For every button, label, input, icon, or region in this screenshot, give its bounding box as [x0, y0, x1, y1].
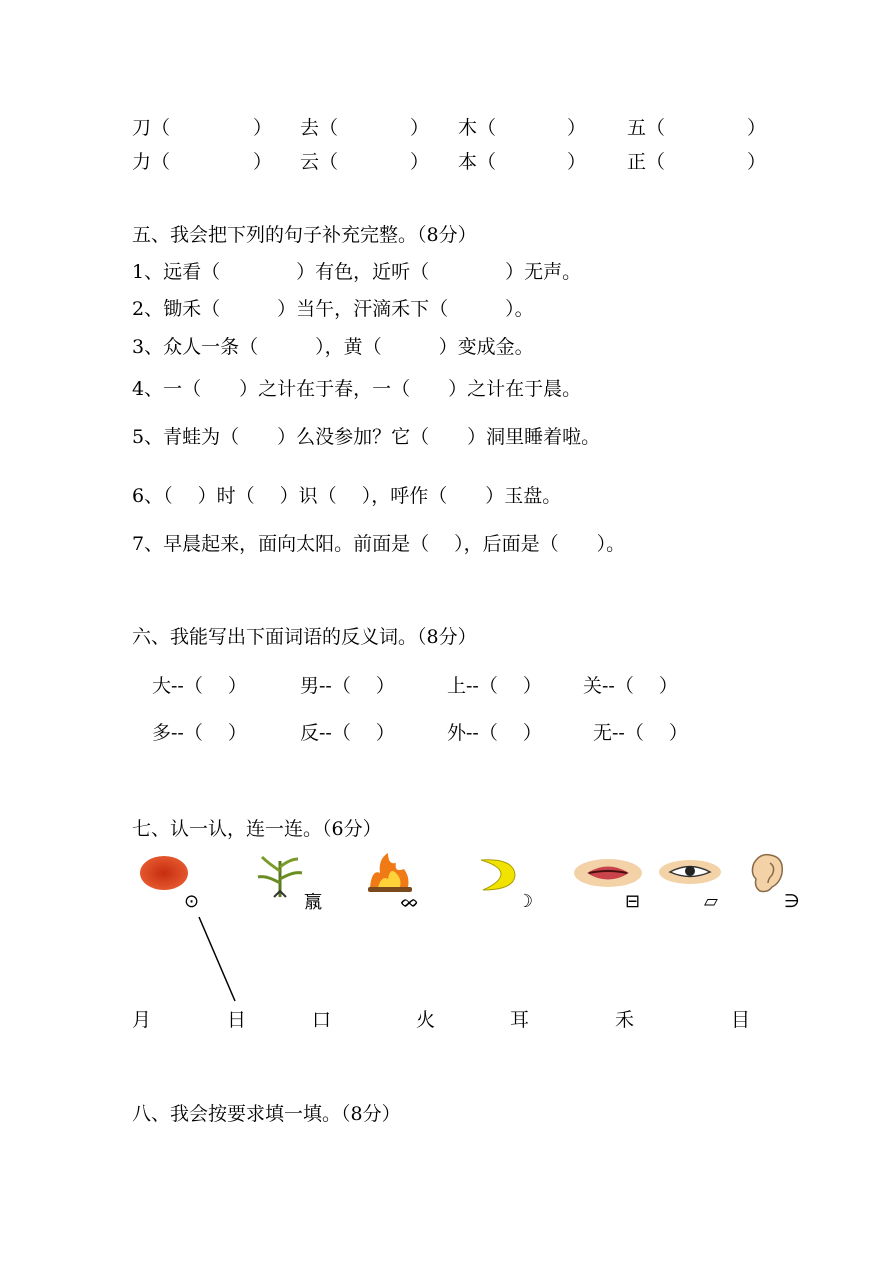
mouth-icon — [573, 858, 643, 888]
section-5-heading: 五、我会把下列的句子补充完整。（8分） — [132, 224, 477, 246]
word-mu: 木（ — [458, 117, 497, 139]
eye-icon — [658, 859, 722, 885]
sentence-7: 7、早晨起来，面向太阳。前面是（ ），后面是（ ）。 — [132, 533, 626, 555]
word-wu: 五（ — [627, 117, 666, 139]
char-er: 耳 — [510, 1009, 530, 1031]
word-dao: 刀（ — [132, 117, 171, 139]
word-ben: 本（ — [458, 151, 497, 173]
antonym-nan: 男--（ ） — [300, 675, 395, 697]
word-dao-close: ） — [253, 117, 273, 139]
char-huo: 火 — [416, 1009, 436, 1031]
ancient-fire-glyph: ᨖ — [400, 891, 420, 912]
word-li-close: ） — [253, 151, 273, 173]
ancient-rice-glyph: 𣎆 — [304, 892, 322, 913]
sentence-1: 1、远看（ ）有色，近听（ ）无声。 — [132, 261, 582, 283]
section-7-heading: 七、认一认，连一连。（6分） — [132, 818, 382, 840]
antonym-wai: 外--（ ） — [447, 722, 542, 744]
char-ri: 日 — [227, 1009, 247, 1031]
word-qu-close: ） — [410, 117, 430, 139]
sun-icon — [138, 853, 190, 893]
antonym-wu: 无--（ ） — [593, 722, 688, 744]
ancient-moon-glyph: ☽ — [517, 891, 534, 912]
word-qu: 去（ — [300, 117, 339, 139]
word-wu-close: ） — [747, 117, 767, 139]
char-yue: 月 — [132, 1009, 152, 1031]
word-yun-close: ） — [410, 151, 430, 173]
word-ben-close: ） — [567, 151, 587, 173]
char-kou: 口 — [312, 1009, 332, 1031]
word-zheng-close: ） — [747, 151, 767, 173]
ancient-mouth-glyph: ⊟ — [625, 891, 641, 912]
moon-icon — [475, 856, 523, 892]
ancient-sun-glyph: ⊙ — [184, 891, 200, 912]
sentence-6: 6、（ ）时（ ）识（ ），呼作（ ）玉盘。 — [132, 485, 562, 507]
ancient-ear-glyph: ∋ — [784, 891, 800, 912]
char-he: 禾 — [615, 1009, 635, 1031]
word-li: 力（ — [132, 151, 171, 173]
antonym-da: 大--（ ） — [152, 675, 247, 697]
sentence-3: 3、众人一条（ ），黄（ ）变成金。 — [132, 336, 534, 358]
antonym-duo: 多--（ ） — [152, 722, 247, 744]
ancient-eye-glyph: ▱ — [704, 891, 718, 912]
char-mu: 目 — [731, 1009, 751, 1031]
fire-icon — [362, 851, 418, 895]
sentence-4: 4、一（ ）之计在于春，一（ ）之计在于晨。 — [132, 378, 582, 400]
section-6-heading: 六、我能写出下面词语的反义词。（8分） — [132, 626, 477, 648]
word-mu-close: ） — [567, 117, 587, 139]
example-connect-line — [190, 912, 246, 1004]
ear-icon — [746, 853, 786, 895]
antonym-fan: 反--（ ） — [300, 722, 395, 744]
rice-plant-icon — [254, 853, 306, 899]
word-yun: 云（ — [300, 151, 339, 173]
section-8-heading: 八、我会按要求填一填。（8分） — [132, 1103, 401, 1125]
sentence-5: 5、青蛙为（ ）么没参加？它（ ）洞里睡着啦。 — [132, 426, 601, 448]
antonym-guan: 关--（ ） — [583, 675, 678, 697]
sentence-2: 2、锄禾（ ）当午，汗滴禾下（ ）。 — [132, 298, 534, 320]
antonym-shang: 上--（ ） — [447, 675, 542, 697]
word-zheng: 正（ — [627, 151, 666, 173]
